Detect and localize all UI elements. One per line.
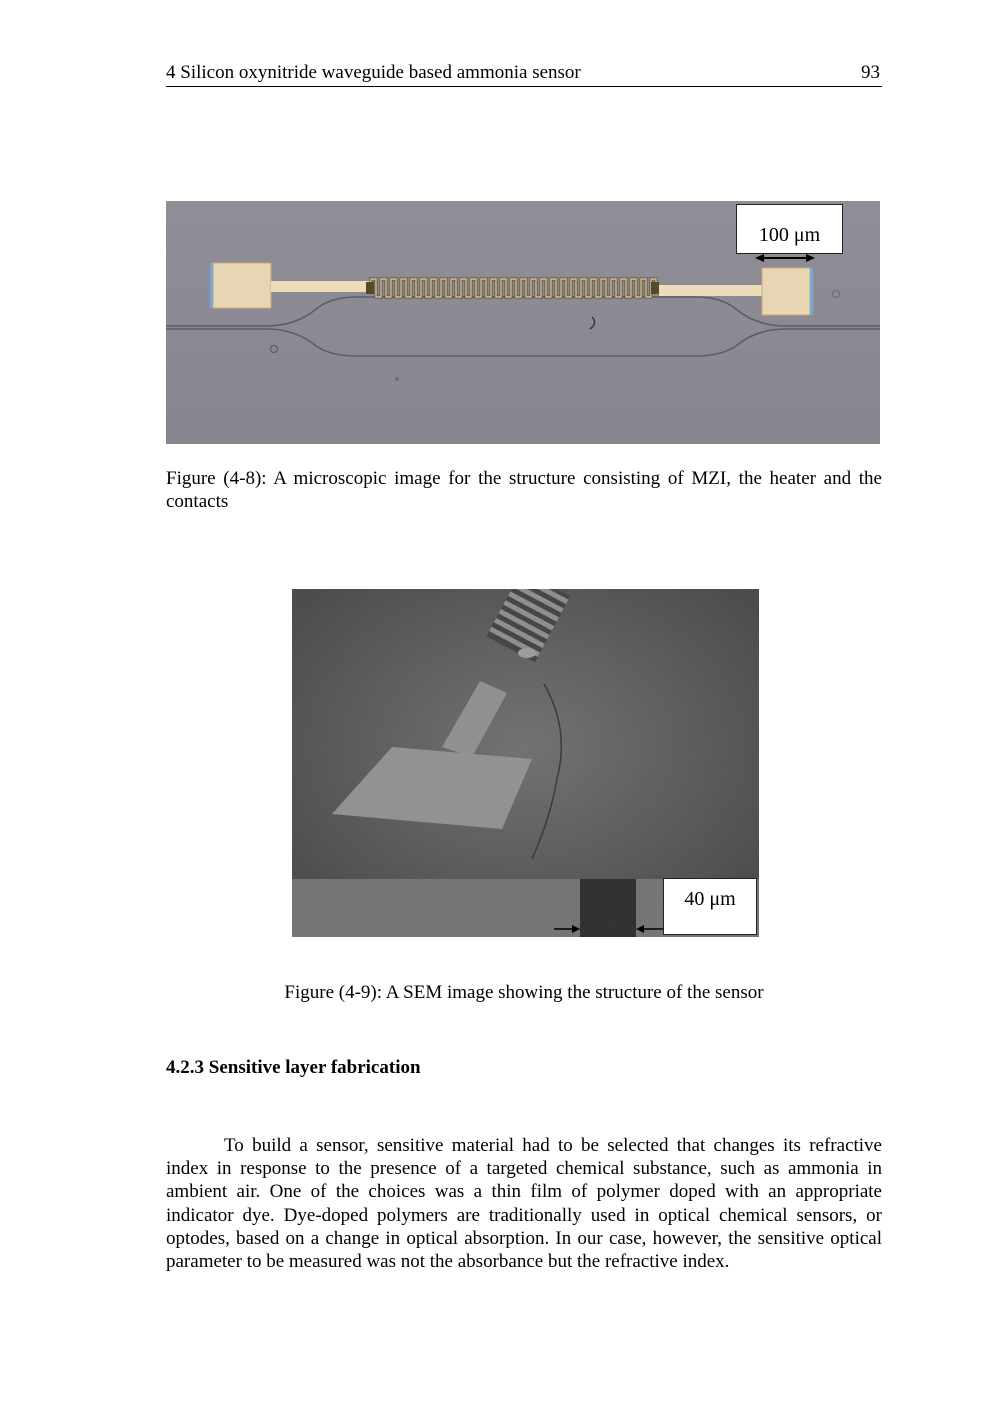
scale-bar-label: 100 μm bbox=[736, 204, 843, 254]
running-title: 4 Silicon oxynitride waveguide based ammonia sensor bbox=[166, 62, 581, 83]
scale-bar-label: 40 μm bbox=[663, 878, 757, 935]
body-paragraph: To build a sensor, sensitive material had to be selected that changes its refractive index in response to the presence of a targeted chemical substance, such as ammonia in ambient air. One of the choices was a thin film of polymer doped with an appropriate indicator dye. Dye-doped polymers are traditionally used in optical chemical sensors, or optodes, based on a change in optical absorption. In our case, however, the sensitive optical parameter to be measured was not the absorbance but the refractive index. bbox=[166, 1135, 882, 1273]
running-header bbox=[166, 60, 882, 87]
figure-caption: Figure (4-8): A microscopic image for the structure consisting of MZI, the heater and the contacts bbox=[166, 468, 882, 512]
page-number: 93 bbox=[861, 62, 880, 83]
figure-caption: Figure (4-9): A SEM image showing the structure of the sensor bbox=[284, 982, 764, 1003]
microscope-image bbox=[166, 201, 880, 444]
section-heading: 4.2.3 Sensitive layer fabrication bbox=[166, 1057, 421, 1078]
sem-image bbox=[292, 589, 759, 937]
